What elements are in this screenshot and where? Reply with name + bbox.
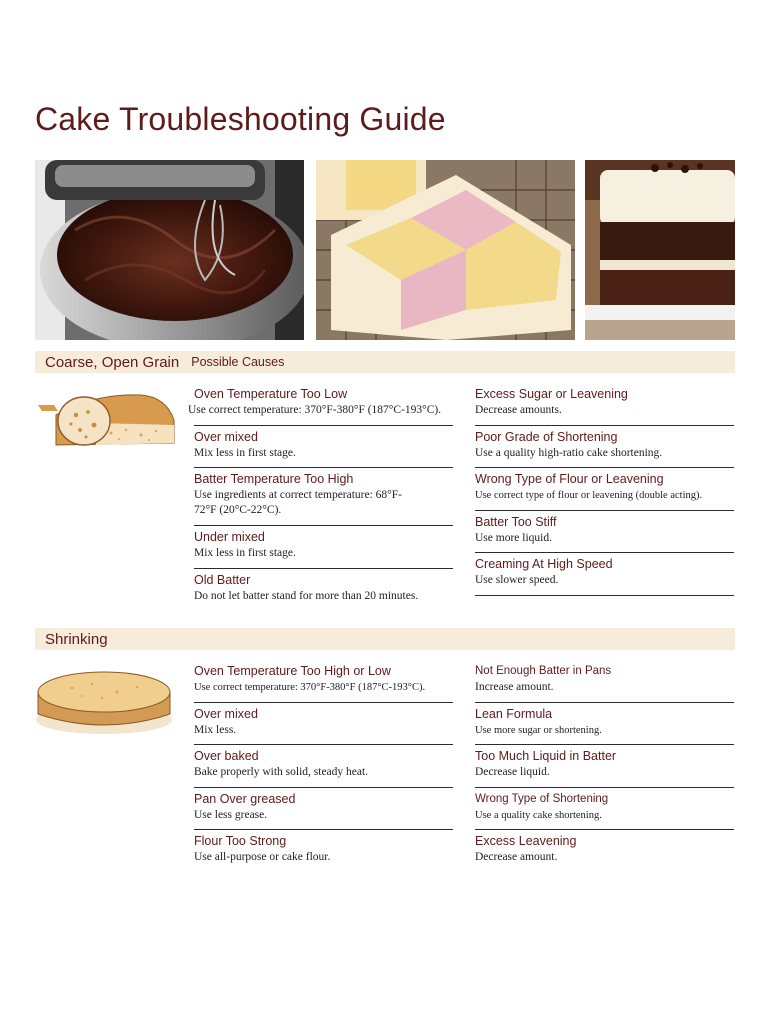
- cause-remedy: Mix less in first stage.: [194, 547, 296, 559]
- cause-remedy: Increase amount.: [475, 681, 554, 693]
- cause-entry: [188, 383, 453, 426]
- cause-remedy: Use slower speed.: [475, 574, 559, 586]
- cause-title: Creaming At High Speed: [475, 557, 613, 571]
- cause-entry: [475, 511, 734, 554]
- cause-title: Batter Too Stiff: [475, 514, 557, 529]
- cause-entry: [475, 553, 734, 596]
- section-header-shrinking: [35, 628, 735, 650]
- cause-title: Pan Over greased: [194, 791, 296, 806]
- checkerboard-cake-photo: [316, 160, 575, 340]
- cause-remedy: Use more liquid.: [475, 531, 552, 544]
- cause-title: Under mixed: [194, 530, 265, 544]
- cause-remedy: Use more sugar or shortening.: [475, 724, 602, 736]
- coarse-grain-cake-illustration: [36, 385, 178, 455]
- section-title: Coarse, Open Grain: [45, 353, 180, 371]
- causes-column-right: [475, 660, 734, 873]
- cause-title: Wrong Type of Flour or Leavening: [475, 472, 664, 486]
- cause-entry: [194, 830, 453, 873]
- cause-entry: [475, 468, 734, 511]
- section-header-coarse-open-grain: [35, 351, 735, 373]
- cause-remedy: Use ingredients at correct temperature: 68°F-72°F (20°C-22°C).: [194, 489, 403, 516]
- cause-entry: [475, 383, 734, 426]
- cause-title: Wrong Type of Shortening: [475, 792, 609, 805]
- cause-title: Over mixed: [194, 429, 258, 444]
- cause-title: Oven Temperature Too High or Low: [194, 664, 391, 678]
- cause-remedy: Do not let batter stand for more than 20 minutes.: [194, 589, 419, 602]
- section-title: Shrinking: [45, 630, 108, 648]
- cause-remedy: Bake properly with solid, steady heat.: [194, 766, 369, 778]
- cause-entry: [194, 569, 453, 612]
- cause-title: Batter Temperature Too High: [194, 472, 354, 486]
- cause-title: Over baked: [194, 749, 259, 763]
- causes-column-right: [475, 383, 734, 596]
- cause-title: Not Enough Batter in Pans: [475, 665, 612, 677]
- shrunken-cake-illustration: [32, 662, 174, 742]
- cause-title: Poor Grade of Shortening: [475, 429, 618, 444]
- cause-title: Lean Formula: [475, 706, 553, 721]
- section-subtitle: Possible Causes: [191, 355, 285, 369]
- cause-entry: [194, 468, 453, 526]
- page-title: Cake Troubleshooting Guide: [35, 101, 446, 137]
- cause-title: Flour Too Strong: [194, 834, 287, 848]
- cause-title: Oven Temperature Too Low: [194, 387, 348, 401]
- cause-remedy: Use a quality cake shortening.: [475, 809, 602, 821]
- cause-remedy: Decrease liquid.: [475, 766, 550, 778]
- cause-entry: [194, 745, 453, 788]
- cause-remedy: Mix less in first stage.: [194, 446, 296, 459]
- cause-entry: [194, 660, 453, 703]
- cause-entry: [194, 788, 453, 831]
- cause-entry: [475, 703, 734, 746]
- causes-column-left: [188, 383, 453, 611]
- cause-remedy: Use a quality high-ratio cake shortening.: [475, 446, 663, 459]
- cause-remedy: Decrease amount.: [475, 851, 558, 863]
- cause-title: Over mixed: [194, 706, 258, 721]
- causes-column-left: [194, 660, 453, 873]
- cause-entry: [194, 526, 453, 569]
- mixer-chocolate-batter-photo: [35, 160, 304, 340]
- layer-cake-slice-photo: [585, 160, 735, 340]
- cause-entry: [194, 703, 453, 746]
- cause-entry: [194, 426, 453, 469]
- cause-remedy: Use correct type of flour or leavening (double acting).: [475, 490, 703, 501]
- cause-title: Too Much Liquid in Batter: [475, 749, 617, 763]
- cause-entry: [475, 830, 734, 873]
- cause-title: Excess Sugar or Leavening: [475, 387, 628, 401]
- cause-remedy: Decrease amounts.: [475, 404, 562, 416]
- cause-remedy: Mix less.: [194, 723, 237, 736]
- cause-title: Old Batter: [194, 572, 251, 587]
- cause-remedy: Use correct temperature: 370°F-380°F (187°C-193°C).: [188, 404, 442, 416]
- cause-title: Excess Leavening: [475, 834, 577, 848]
- cause-remedy: Use correct temperature: 370°F-380°F (187°C-193°C).: [194, 682, 426, 693]
- cause-entry: [475, 745, 734, 788]
- cause-remedy: Use less grease.: [194, 808, 268, 821]
- cause-entry: [475, 788, 734, 831]
- cause-entry: [475, 426, 734, 469]
- cause-entry: [475, 660, 734, 703]
- cause-remedy: Use all-purpose or cake flour.: [194, 851, 331, 863]
